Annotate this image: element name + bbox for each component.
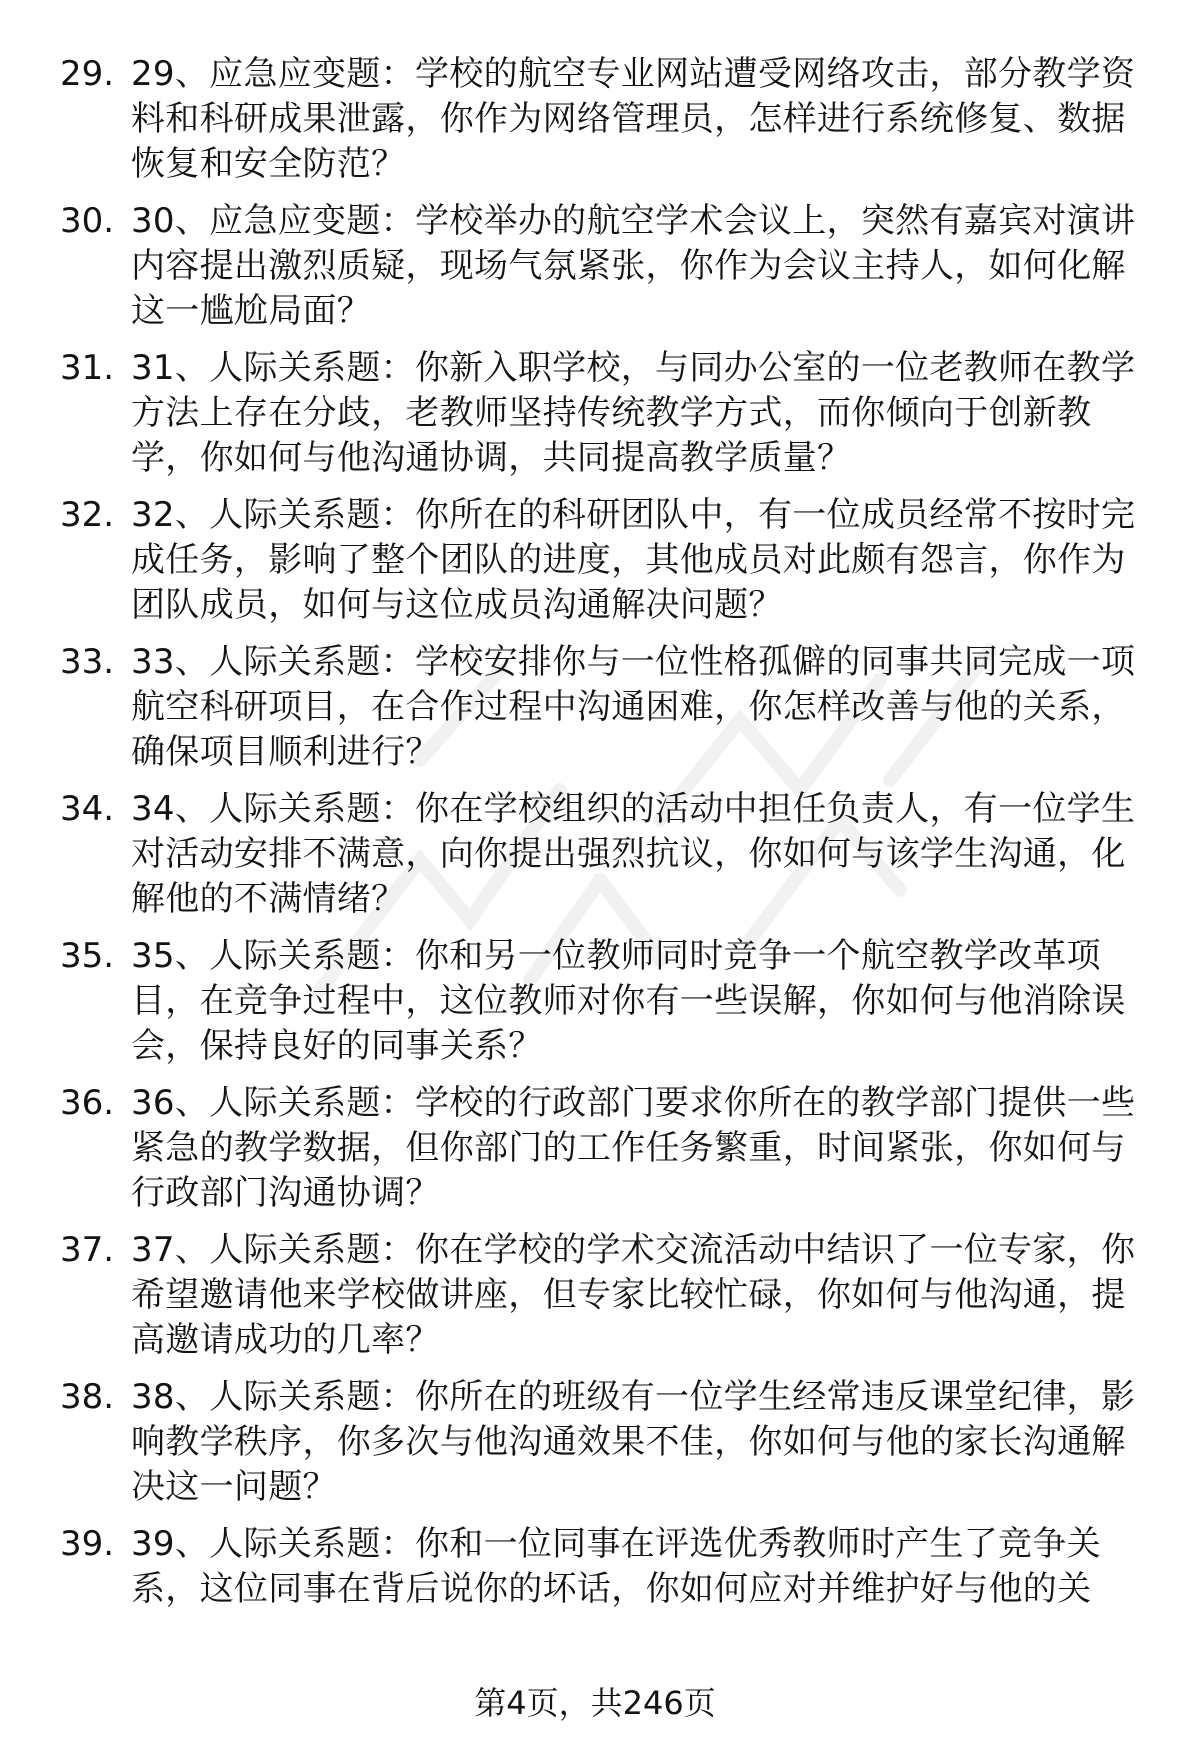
list-item [0,787,1190,934]
list-item [0,1081,1190,1228]
list-item [0,199,1190,346]
question-number: 37. [60,1230,115,1270]
page-footer: 第4页，共246页 [474,1684,716,1722]
question-number: 35. [60,936,115,976]
question-number: 32. [60,495,115,535]
list-item [0,493,1190,640]
question-text: 34、人际关系题：你在学校组织的活动中担任负责人，有一位学生对活动安排不满意，向你提出强烈抗议，你如何与该学生沟通，化解他的不满情绪？ [131,789,1136,919]
list-item [0,1375,1190,1522]
question-number: 33. [60,642,115,682]
question-number: 39. [60,1524,115,1564]
list-item [0,640,1190,787]
question-number: 36. [60,1083,115,1123]
question-text: 37、人际关系题：你在学校的学术交流活动中结识了一位专家，你希望邀请他来学校做讲座，但专家比较忙碌，你如何与他沟通，提高邀请成功的几率？ [131,1230,1136,1360]
list-item [0,52,1190,199]
question-number: 30. [60,201,115,241]
question-number: 34. [60,789,115,829]
question-text: 30、应急应变题：学校举办的航空学术会议上，突然有嘉宾对演讲内容提出激烈质疑，现场气氛紧张，你作为会议主持人，如何化解这一尴尬局面？ [131,201,1136,331]
question-text: 31、人际关系题：你新入职学校，与同办公室的一位老教师在教学方法上存在分歧，老教师坚持传统教学方式，而你倾向于创新教学，你如何与他沟通协调，共同提高教学质量？ [131,348,1136,478]
question-number: 29. [60,54,115,94]
list-item [0,934,1190,1081]
question-number: 38. [60,1377,115,1417]
question-text: 39、人际关系题：你和一位同事在评选优秀教师时产生了竞争关系，这位同事在背后说你的坏话，你如何应对并维护好与他的关 [131,1524,1101,1609]
question-list [0,52,1190,1669]
question-text: 33、人际关系题：学校安排你与一位性格孤僻的同事共同完成一项航空科研项目，在合作过程中沟通困难，你怎样改善与他的关系，确保项目顺利进行？ [131,642,1136,772]
list-item [0,1228,1190,1375]
question-text: 36、人际关系题：学校的行政部门要求你所在的教学部门提供一些紧急的教学数据，但你部门的工作任务繁重，时间紧张，你如何与行政部门沟通协调？ [131,1083,1136,1213]
question-text: 35、人际关系题：你和另一位教师同时竞争一个航空教学改革项目，在竞争过程中，这位教师对你有一些误解，你如何与他消除误会，保持良好的同事关系？ [131,936,1126,1066]
question-text: 29、应急应变题：学校的航空专业网站遭受网络攻击，部分教学资料和科研成果泄露，你作为网络管理员，怎样进行系统修复、数据恢复和安全防范？ [131,54,1136,184]
question-text: 32、人际关系题：你所在的科研团队中，有一位成员经常不按时完成任务，影响了整个团队的进度，其他成员对此颇有怨言，你作为团队成员，如何与这位成员沟通解决问题？ [131,495,1136,625]
question-text: 38、人际关系题：你所在的班级有一位学生经常违反课堂纪律，影响教学秩序，你多次与他沟通效果不佳，你如何与他的家长沟通解决这一问题？ [131,1377,1136,1507]
list-item [0,346,1190,493]
question-number: 31. [60,348,115,388]
list-item [0,1522,1190,1669]
